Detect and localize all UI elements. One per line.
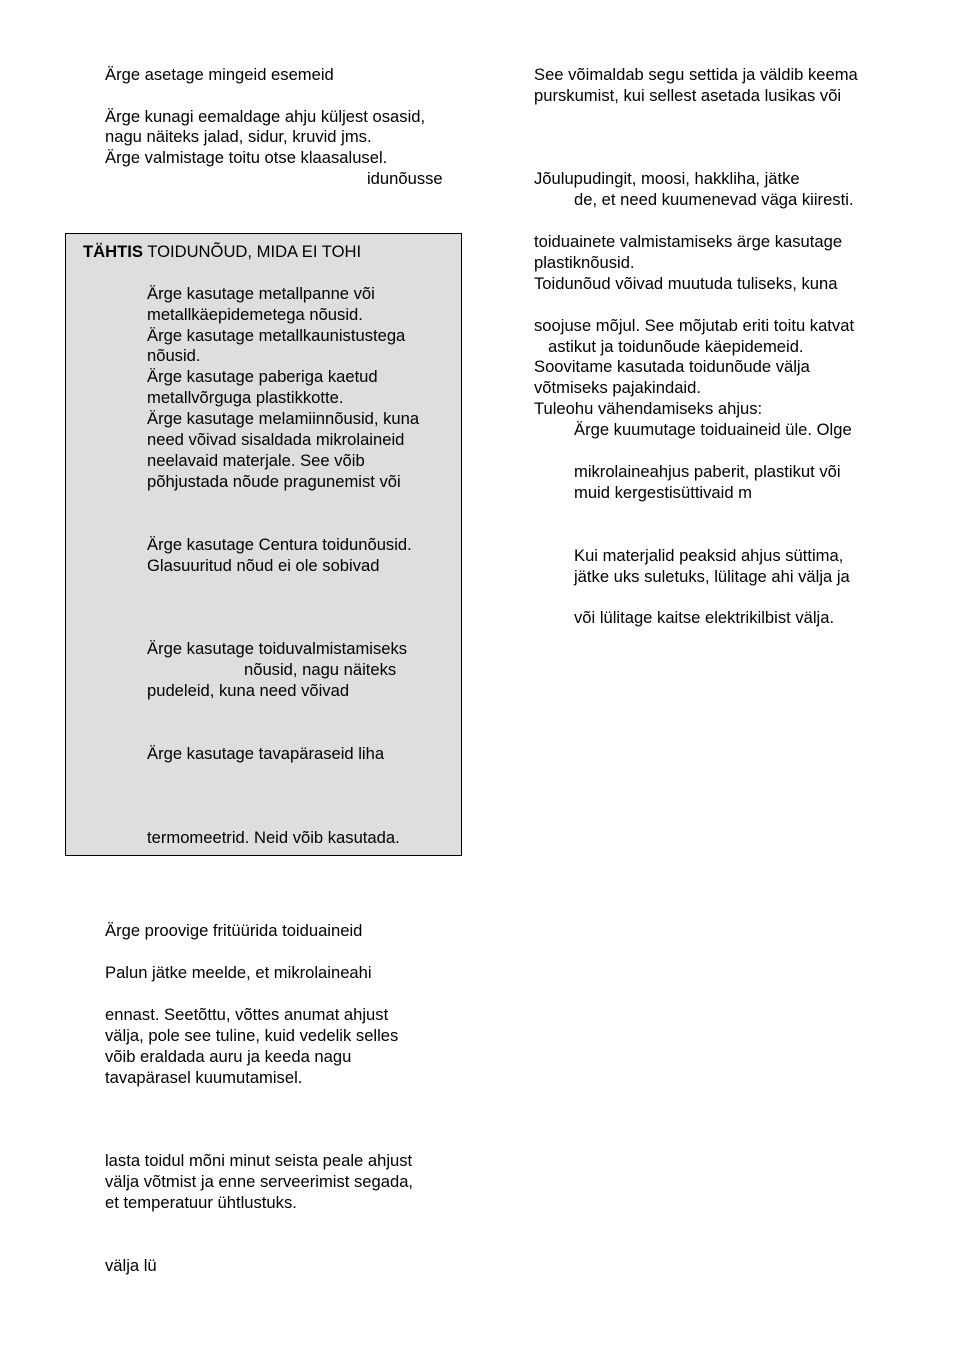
text-line: Ärge kuumutage toiduaineid üle. Olge <box>574 420 852 439</box>
box-line: metallkäepidemetega nõusid. <box>147 305 363 324</box>
box-heading-bold: TÄHTIS <box>83 242 143 261</box>
box-line: Ärge kasutage tavapäraseid liha <box>147 744 385 763</box>
box-line: pudeleid, kuna need võivad <box>147 681 350 700</box>
text-line: Toidunõud võivad muutuda tuliseks, kuna <box>534 274 838 293</box>
box-line: Glasuuritud nõud ei ole sobivad <box>147 556 380 575</box>
text-line: astikut ja toidunõude käepidemeid. <box>548 337 804 356</box>
text-line: Kui materjalid peaksid ahjus süttima, <box>574 546 844 565</box>
text-line: Ärge kunagi eemaldage ahju küljest osasid, <box>105 107 426 126</box>
text-line: välja võtmist ja enne serveerimist segada, <box>105 1172 414 1191</box>
box-line: termomeetrid. Neid võib kasutada. <box>147 828 400 847</box>
text-line: välja, pole see tuline, kuid vedelik selles <box>105 1026 399 1045</box>
box-line: metallvõrguga plastikkotte. <box>147 388 344 407</box>
box-heading <box>83 242 361 262</box>
text-line: toiduainete valmistamiseks ärge kasutage <box>534 232 843 251</box>
box-line: Ärge kasutage paberiga kaetud <box>147 367 378 386</box>
box-line: põhjustada nõude pragunemist või <box>147 472 401 491</box>
text-line: mikrolaineahjus paberit, plastikut või <box>574 462 841 481</box>
box-line: Ärge kasutage toiduvalmistamiseks <box>147 639 408 658</box>
box-heading-rest: TOIDUNÕUD, MIDA EI TOHI <box>142 242 362 261</box>
box-line: Ärge kasutage metallkaunistustega <box>147 326 406 345</box>
text-line: või lülitage kaitse elektrikilbist välja. <box>574 608 835 627</box>
text-line: nagu näiteks jalad, sidur, kruvid jms. <box>105 127 372 146</box>
box-line: neelavaid materjale. See võib <box>147 451 365 470</box>
text-line: See võimaldab segu settida ja väldib keema <box>534 65 858 84</box>
text-line: Jõulupudingit, moosi, hakkliha, jätke <box>534 169 800 188</box>
text-line: ennast. Seetõttu, võttes anumat ahjust <box>105 1005 389 1024</box>
text-line: de, et need kuumenevad väga kiiresti. <box>574 190 854 209</box>
text-line: Ärge asetage mingeid esemeid <box>105 65 334 84</box>
text-line: võib eraldada auru ja keeda nagu <box>105 1047 352 1066</box>
box-line: nõusid, nagu näiteks <box>244 660 397 679</box>
text-line: muid kergestisüttivaid m <box>574 483 752 502</box>
text-line: purskumist, kui sellest asetada lusikas või <box>534 86 842 105</box>
box-line: Ärge kasutage Centura toidunõusid. <box>147 535 412 554</box>
text-line: Soovitame kasutada toidunõude välja <box>534 357 810 376</box>
box-line: need võivad sisaldada mikrolaineid <box>147 430 405 449</box>
box-line: Ärge kasutage metallpanne või <box>147 284 375 303</box>
text-line: et temperatuur ühtlustuks. <box>105 1193 297 1212</box>
text-line: Tuleohu vähendamiseks ahjus: <box>534 399 763 418</box>
text-line: Ärge proovige fritüürida toiduaineid <box>105 921 363 940</box>
text-line: Ärge valmistage toitu otse klaasalusel. <box>105 148 388 167</box>
box-line: nõusid. <box>147 346 201 365</box>
box-line: Ärge kasutage melamiinnõusid, kuna <box>147 409 420 428</box>
text-line: plastiknõusid. <box>534 253 635 272</box>
text-line: lasta toidul mõni minut seista peale ahjust <box>105 1151 413 1170</box>
text-line: idunõusse <box>367 169 443 188</box>
text-line: soojuse mõjul. See mõjutab eriti toitu katvat <box>534 316 855 335</box>
text-line: võtmiseks pajakindaid. <box>534 378 701 397</box>
text-line: jätke uks suletuks, lülitage ahi välja ja <box>574 567 850 586</box>
text-line: välja lü <box>105 1256 157 1275</box>
text-line: Palun jätke meelde, et mikrolaineahi <box>105 963 372 982</box>
text-line: tavapärasel kuumutamisel. <box>105 1068 303 1087</box>
